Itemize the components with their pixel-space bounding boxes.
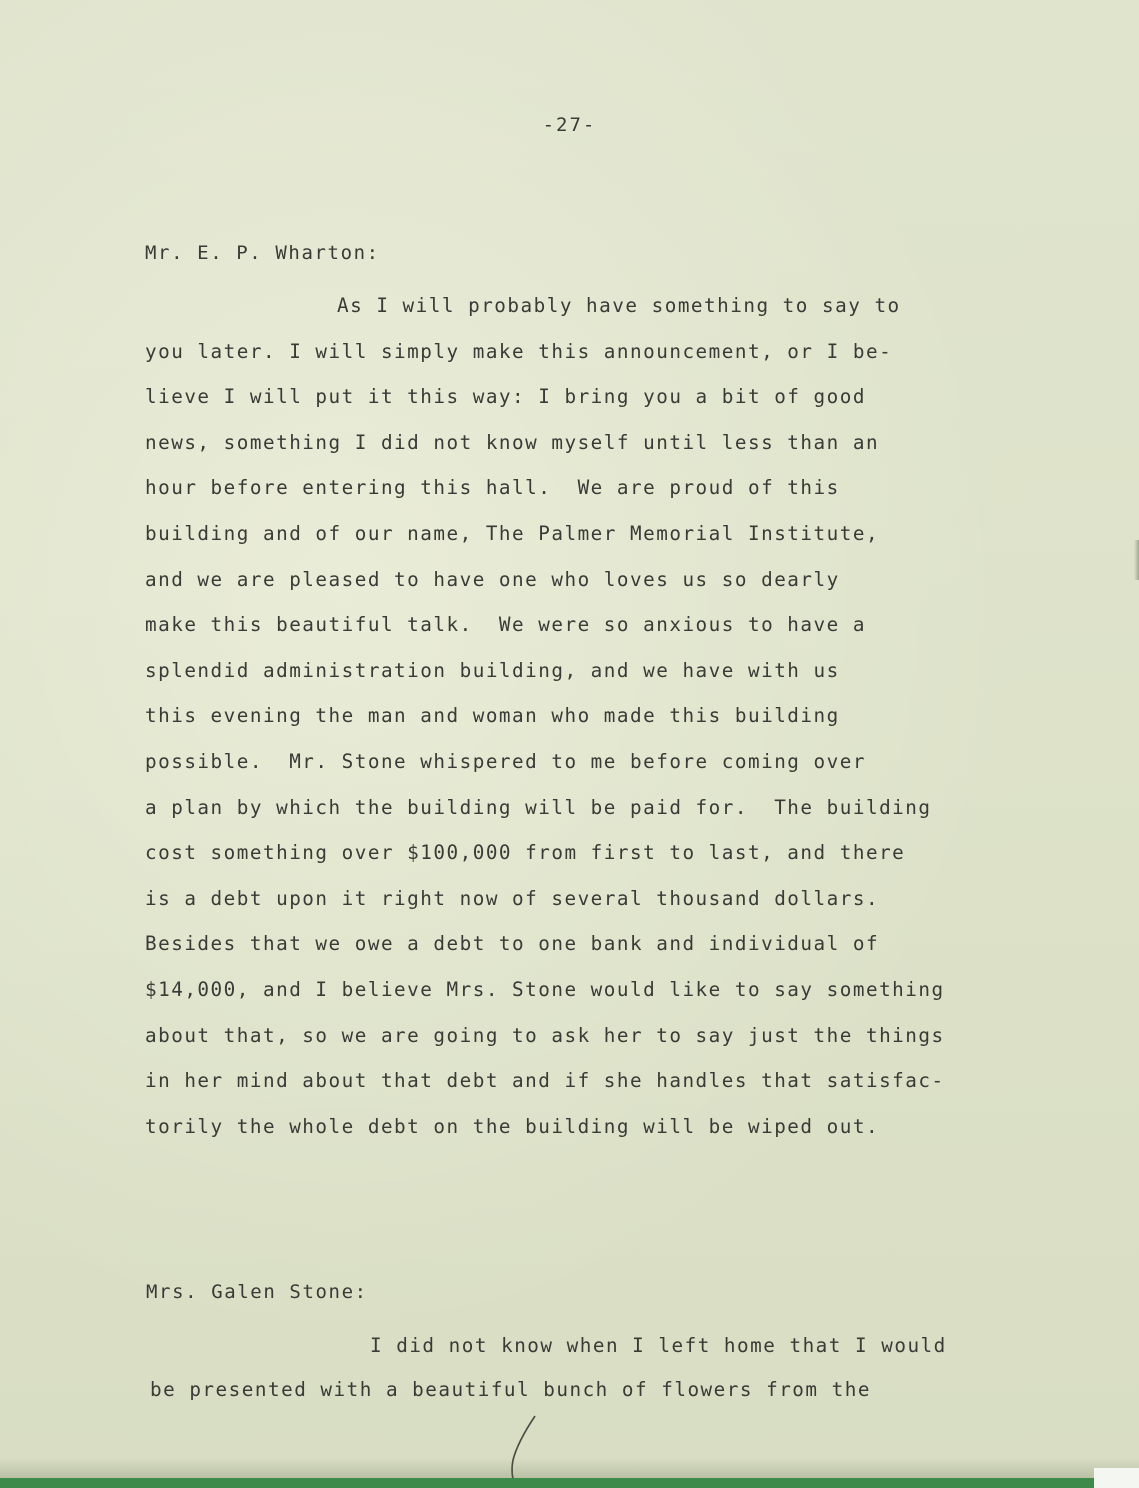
page-edge-shadow (1134, 540, 1139, 580)
text-line: splendid administration building, and we have with us (145, 658, 840, 682)
text-line: possible. Mr. Stone whispered to me before coming over (145, 749, 866, 773)
speaker-name: Mrs. Galen Stone: (146, 1281, 368, 1303)
text-line: is a debt upon it right now of several thousand dollars. (145, 886, 880, 910)
text-line: be presented with a beautiful bunch of flowers from the (150, 1378, 871, 1401)
text-line: hour before entering this hall. We are proud of this (145, 476, 840, 500)
text-line: torily the whole debt on the building will be wiped out. (145, 1114, 880, 1138)
background-strip (0, 1478, 1139, 1488)
text-line: As I will probably have something to say to (337, 294, 901, 317)
text-line: $14,000, and I believe Mrs. Stone would like to say something (145, 977, 945, 1001)
speech-paragraph (145, 283, 945, 1149)
text-line: news, something I did not know myself until less than an (145, 430, 880, 454)
text-line: you later. I will simply make this announcement, or I be- (145, 339, 893, 363)
text-line: Besides that we owe a debt to one bank and individual of (145, 932, 880, 956)
text-line: I did not know when I left home that I would (370, 1334, 947, 1357)
text-line: make this beautiful talk. We were so anxious to have a (145, 613, 866, 637)
text-line: lieve I will put it this way: I bring you a bit of good (145, 385, 866, 409)
text-line: this evening the man and woman who made this building (145, 704, 840, 728)
corner-tab (1094, 1468, 1139, 1488)
text-line: and we are pleased to have one who loves us so dearly (145, 567, 840, 591)
text-line: in her mind about that debt and if she handles that satisfac- (145, 1069, 945, 1093)
text-line: building and of our name, The Palmer Memorial Institute, (145, 521, 880, 545)
text-line: cost something over $100,000 from first to last, and there (145, 841, 906, 865)
speaker-name: Mr. E. P. Wharton: (145, 242, 380, 264)
page-number: -27- (542, 114, 597, 136)
text-line: about that, so we are going to ask her to say just the things (145, 1023, 945, 1047)
text-line: a plan by which the building will be paid for. The building (145, 795, 932, 819)
speech-paragraph (150, 1324, 947, 1412)
